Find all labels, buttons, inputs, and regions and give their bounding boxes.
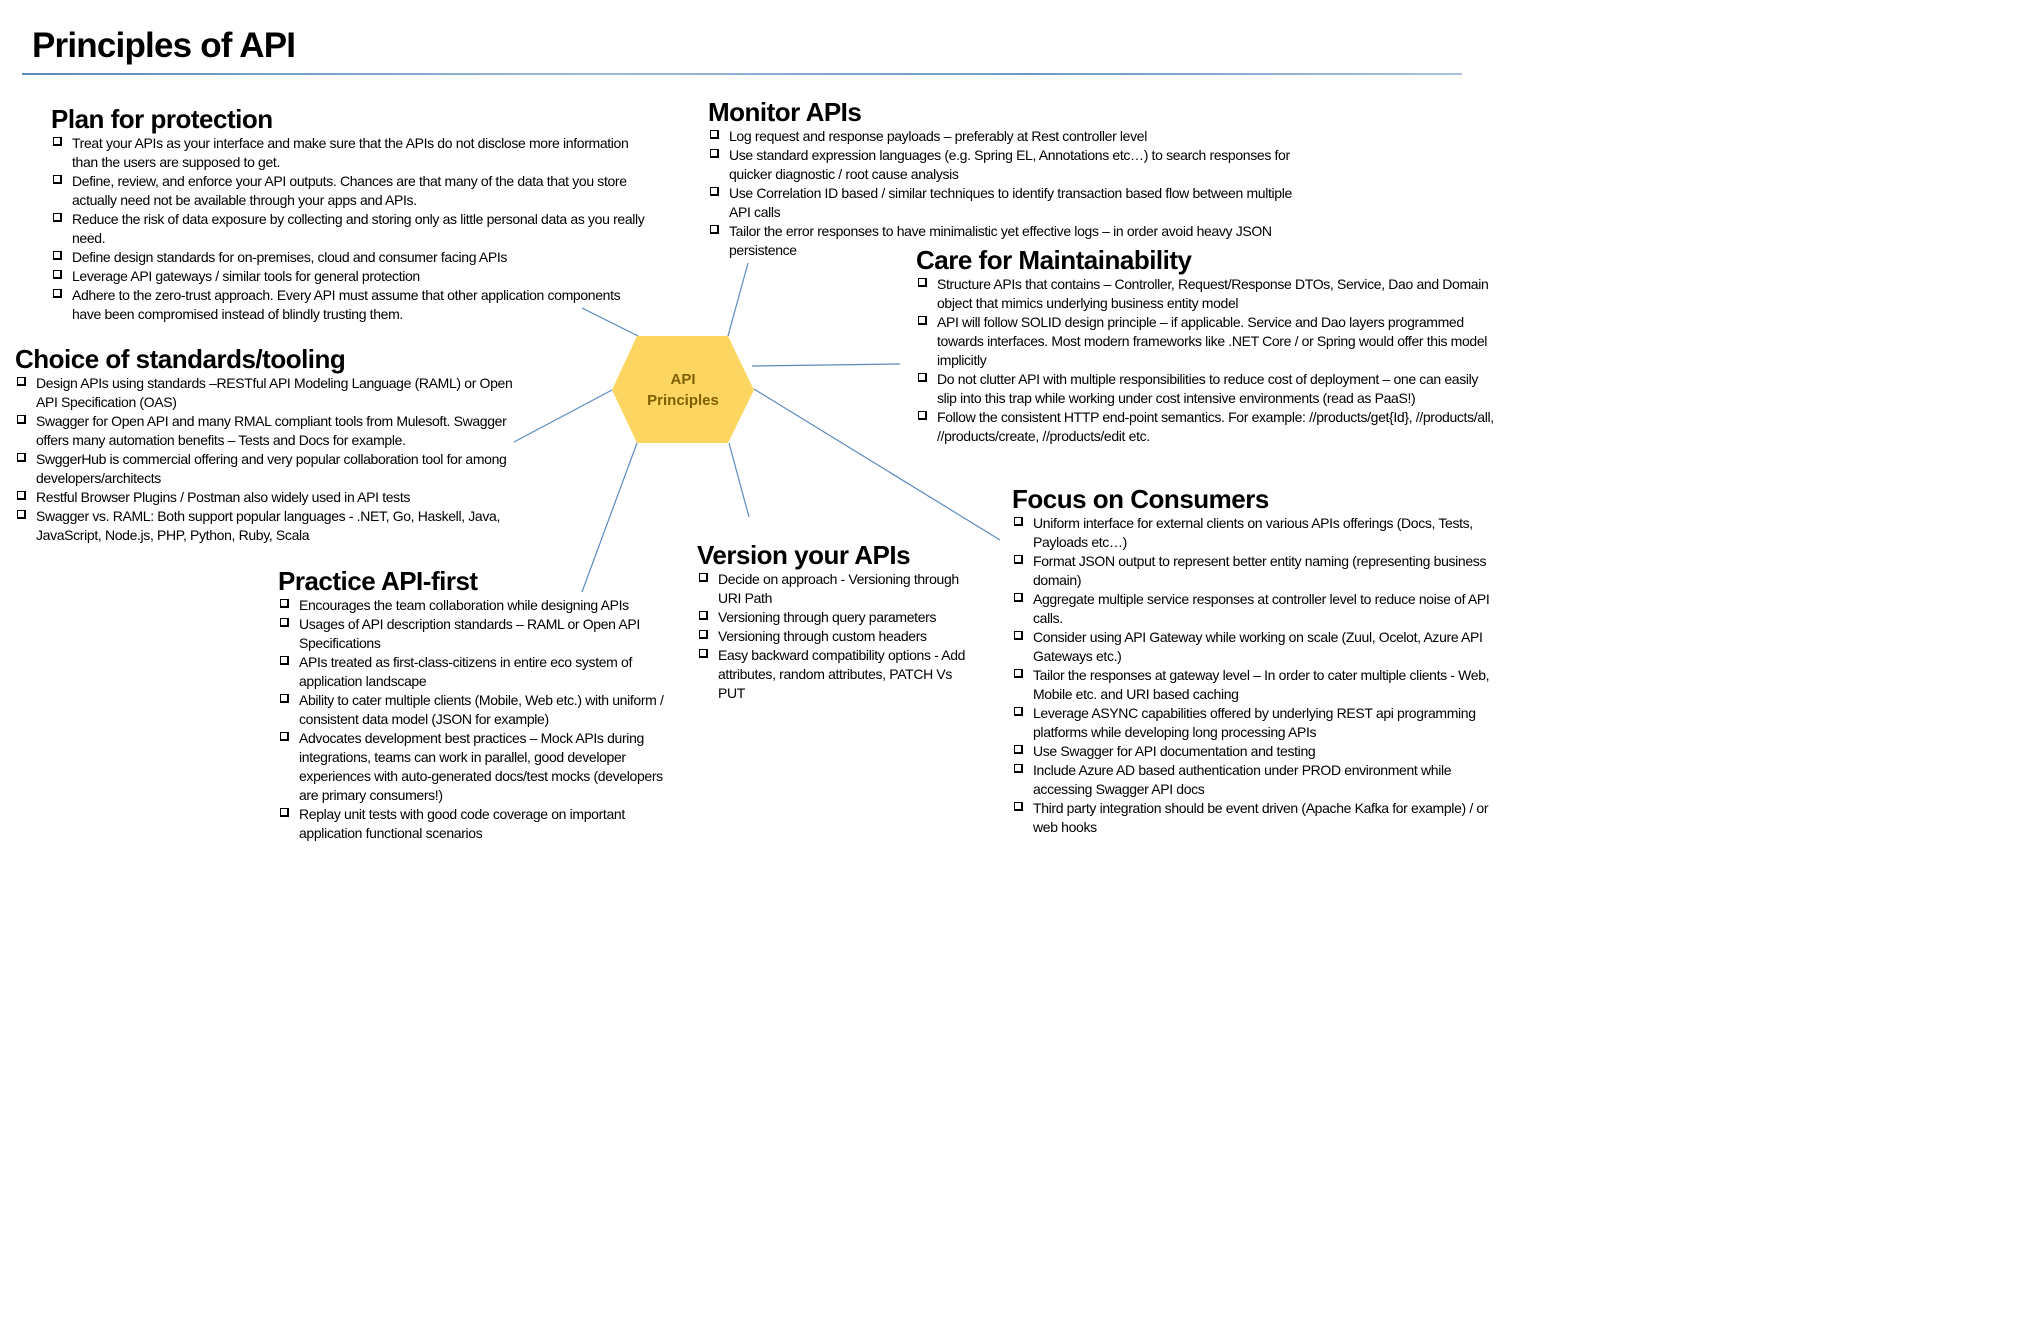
section-heading: Plan for protection	[51, 104, 273, 134]
checkbox-bullet-icon	[918, 373, 927, 382]
bullet-list	[1012, 514, 1502, 837]
list-item: Define, review, and enforce your API outputs. Chances are that many of the data that you store actually need not be available through your apps and APIs.	[51, 172, 651, 210]
checkbox-bullet-icon	[699, 611, 708, 620]
section-heading: Care for Maintainability	[916, 245, 1192, 275]
section-heading: Monitor APIs	[708, 97, 862, 127]
checkbox-bullet-icon	[53, 270, 62, 279]
list-item: Treat your APIs as your interface and make sure that the APIs do not disclose more information than the users are supposed to get.	[51, 134, 651, 172]
checkbox-bullet-icon	[1014, 764, 1023, 773]
list-item: Decide on approach - Versioning through URI Path	[697, 570, 967, 608]
section-heading: Version your APIs	[697, 540, 911, 570]
bullet-list	[916, 275, 1496, 446]
bullet-list	[697, 570, 967, 703]
list-item: Leverage API gateways / similar tools for general protection	[51, 267, 651, 286]
list-item: API will follow SOLID design principle – if applicable. Service and Dao layers programmed towards interfaces. Most modern frameworks like .NET Core / or Spring would offer this model implicitly	[916, 313, 1496, 370]
list-item: Replay unit tests with good code coverage on important application functional scenarios	[278, 805, 683, 843]
checkbox-bullet-icon	[17, 491, 26, 500]
bullet-list	[278, 596, 683, 843]
section-version-your-apis	[697, 540, 967, 703]
list-item: Swagger vs. RAML: Both support popular languages - .NET, Go, Haskell, Java, JavaScript, Node.js, PHP, Python, Ruby, Scala	[15, 507, 535, 545]
section-plan-for-protection	[51, 104, 651, 324]
list-item: Tailor the responses at gateway level – In order to cater multiple clients - Web, Mobile etc. and URI based caching	[1012, 666, 1502, 704]
checkbox-bullet-icon	[918, 411, 927, 420]
checkbox-bullet-icon	[710, 149, 719, 158]
list-item: Encourages the team collaboration while designing APIs	[278, 596, 683, 615]
checkbox-bullet-icon	[53, 175, 62, 184]
list-item: Adhere to the zero-trust approach. Every API must assume that other application components have been compromised instead of blindly trusting them.	[51, 286, 651, 324]
list-item: Use standard expression languages (e.g. Spring EL, Annotations etc…) to search responses for quicker diagnostic / root cause analysis	[708, 146, 1298, 184]
checkbox-bullet-icon	[280, 694, 289, 703]
checkbox-bullet-icon	[699, 573, 708, 582]
checkbox-bullet-icon	[1014, 555, 1023, 564]
list-item: Reduce the risk of data exposure by collecting and storing only as little personal data as you really need.	[51, 210, 651, 248]
list-item: Third party integration should be event driven (Apache Kafka for example) / or web hooks	[1012, 799, 1502, 837]
list-item: Easy backward compatibility options - Add attributes, random attributes, PATCH Vs PUT	[697, 646, 967, 703]
checkbox-bullet-icon	[53, 289, 62, 298]
list-item: Define design standards for on-premises, cloud and consumer facing APIs	[51, 248, 651, 267]
checkbox-bullet-icon	[918, 316, 927, 325]
checkbox-bullet-icon	[17, 377, 26, 386]
list-item: Design APIs using standards –RESTful API Modeling Language (RAML) or Open API Specification (OAS)	[15, 374, 535, 412]
list-item: Advocates development best practices – Mock APIs during integrations, teams can work in parallel, good developer experiences with auto-generated docs/test mocks (developers are primary consumers!)	[278, 729, 683, 805]
list-item: Restful Browser Plugins / Postman also widely used in API tests	[15, 488, 535, 507]
checkbox-bullet-icon	[53, 213, 62, 222]
list-item: Versioning through query parameters	[697, 608, 967, 627]
checkbox-bullet-icon	[710, 225, 719, 234]
bullet-list	[15, 374, 535, 545]
list-item: Aggregate multiple service responses at controller level to reduce noise of API calls.	[1012, 590, 1502, 628]
checkbox-bullet-icon	[1014, 669, 1023, 678]
section-focus-on-consumers	[1012, 484, 1502, 837]
checkbox-bullet-icon	[17, 453, 26, 462]
center-node-label	[612, 336, 754, 443]
checkbox-bullet-icon	[710, 130, 719, 139]
page-title: Principles of API	[32, 26, 296, 65]
checkbox-bullet-icon	[1014, 802, 1023, 811]
list-item: Tailor the error responses to have minimalistic yet effective logs – in order avoid heavy JSON persistence	[708, 222, 1298, 260]
checkbox-bullet-icon	[280, 732, 289, 741]
section-care-for-maintainability	[916, 245, 1496, 446]
list-item: Ability to cater multiple clients (Mobile, Web etc.) with uniform / consistent data model (JSON for example)	[278, 691, 683, 729]
list-item: Follow the consistent HTTP end-point semantics. For example: //products/get{Id}, //products/all, //products/create, //products/edit etc.	[916, 408, 1496, 446]
list-item: Usages of API description standards – RAML or Open API Specifications	[278, 615, 683, 653]
center-label-line1: API	[670, 370, 696, 388]
checkbox-bullet-icon	[1014, 631, 1023, 640]
list-item: Format JSON output to represent better entity naming (representing business domain)	[1012, 552, 1502, 590]
list-item: Consider using API Gateway while working on scale (Zuul, Ocelot, Azure API Gateways etc.)	[1012, 628, 1502, 666]
checkbox-bullet-icon	[1014, 517, 1023, 526]
checkbox-bullet-icon	[699, 630, 708, 639]
bullet-list	[708, 127, 1298, 260]
checkbox-bullet-icon	[918, 278, 927, 287]
list-item: Include Azure AD based authentication under PROD environment while accessing Swagger API docs	[1012, 761, 1502, 799]
section-heading: Focus on Consumers	[1012, 484, 1269, 514]
center-label-line2: Principles	[647, 391, 719, 409]
checkbox-bullet-icon	[17, 510, 26, 519]
section-monitor-apis	[708, 97, 1298, 260]
checkbox-bullet-icon	[1014, 593, 1023, 602]
connector-monitor	[728, 263, 748, 336]
bullet-list	[51, 134, 651, 324]
list-item: Use Correlation ID based / similar techniques to identify transaction based flow between multiple API calls	[708, 184, 1298, 222]
section-choice-of-standards	[15, 344, 535, 545]
checkbox-bullet-icon	[280, 618, 289, 627]
section-heading: Choice of standards/tooling	[15, 344, 346, 374]
checkbox-bullet-icon	[280, 656, 289, 665]
list-item: Leverage ASYNC capabilities offered by underlying REST api programming platforms while developing long processing APIs	[1012, 704, 1502, 742]
list-item: Versioning through custom headers	[697, 627, 967, 646]
list-item: Do not clutter API with multiple responsibilities to reduce cost of deployment – one can easily slip into this trap while working under cost intensive environments (read as PaaS!)	[916, 370, 1496, 408]
checkbox-bullet-icon	[1014, 745, 1023, 754]
list-item: Log request and response payloads – preferably at Rest controller level	[708, 127, 1298, 146]
list-item: Uniform interface for external clients on various APIs offerings (Docs, Tests, Payloads etc…)	[1012, 514, 1502, 552]
checkbox-bullet-icon	[17, 415, 26, 424]
checkbox-bullet-icon	[53, 137, 62, 146]
list-item: Structure APIs that contains – Controller, Request/Response DTOs, Service, Dao and Domain object that mimics underlying business entity model	[916, 275, 1496, 313]
checkbox-bullet-icon	[699, 649, 708, 658]
checkbox-bullet-icon	[53, 251, 62, 260]
list-item: Use Swagger for API documentation and testing	[1012, 742, 1502, 761]
checkbox-bullet-icon	[280, 599, 289, 608]
connector-versioning	[729, 443, 749, 517]
section-practice-api-first	[278, 566, 683, 843]
section-heading: Practice API-first	[278, 566, 478, 596]
list-item: Swagger for Open API and many RMAL compliant tools from Mulesoft. Swagger offers many automation benefits – Tests and Docs for example.	[15, 412, 535, 450]
list-item: APIs treated as first-class-citizens in entire eco system of application landscape	[278, 653, 683, 691]
checkbox-bullet-icon	[1014, 707, 1023, 716]
checkbox-bullet-icon	[710, 187, 719, 196]
connector-maintainability	[752, 364, 900, 366]
list-item: SwggerHub is commercial offering and very popular collaboration tool for among developers/architects	[15, 450, 535, 488]
checkbox-bullet-icon	[280, 808, 289, 817]
